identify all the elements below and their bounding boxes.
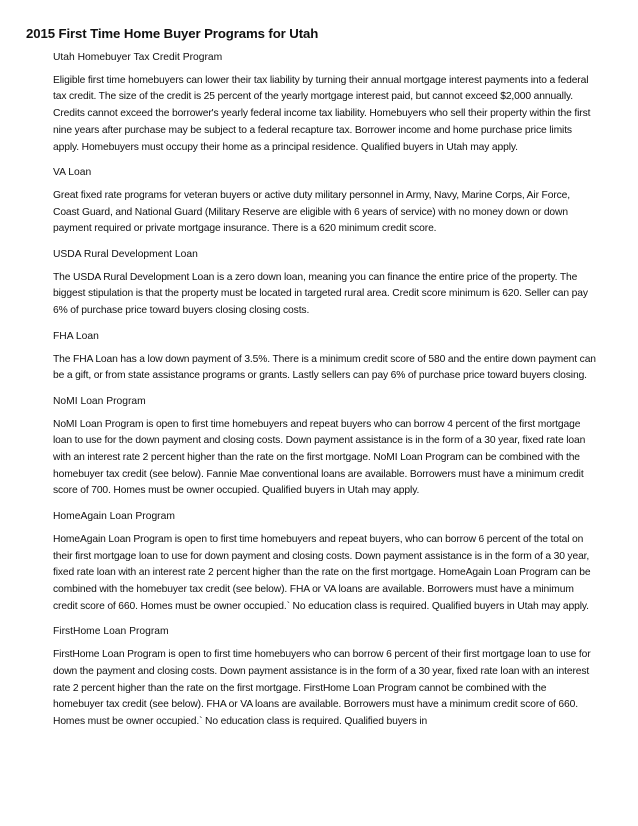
section-va-loan — [53, 165, 598, 238]
section-usda-loan — [53, 247, 598, 320]
section-homeagain-loan — [53, 509, 598, 615]
section-heading: VA Loan — [53, 167, 92, 179]
section-body: The USDA Rural Development Loan is a zero down loan, meaning you can finance the entire price of the property. The biggest stipulation is that the property must be located in targeted rural area. Credit score minimum is 620. Seller can pay 6% of purchase price toward buyers closing closing costs. — [53, 271, 588, 317]
section-body: HomeAgain Loan Program is open to first time homebuyers and repeat buyers, who can borrow 6 percent of the total on their first mortgage loan to use for down payment and closing costs. Down payment assistance is in the form of a 30 year, fixed rate loan with an interest rate 2 percent higher than the rate on the first mortgage. HomeAgain Loan Program can be combined with the homebuyer tax credit (see below). FHA or VA loans are available. Borrowers must have a minimum credit score of 660. Homes must be owner occupied.` No education class is required. Qualified buyers in Utah may apply. — [53, 533, 591, 612]
program-sections — [53, 50, 598, 740]
section-fha-loan — [53, 329, 598, 385]
section-utah-tax-credit — [53, 50, 598, 156]
section-body: NoMI Loan Program is open to first time homebuyers and repeat buyers who can borrow 4 percent of the first mortgage loan to use for the down payment and closing costs. Down payment assistance is in the form of a 30 year, fixed rate loan with an interest rate 2 percent higher than the rate on the first mortgage. NoMI Loan Program can be combined with the homebuyer tax credit (see below). Fannie Mae conventional loans are available. Borrowers must have a minimum credit score of 700. Homes must be owner occupied. Qualified buyers in Utah may apply. — [53, 418, 586, 497]
section-heading: FHA Loan — [53, 330, 99, 342]
section-body: Eligible first time homebuyers can lower their tax liability by turning their annual mortgage interest payments into a federal tax credit. The size of the credit is 25 percent of the yearly mortgage interest paid, but cannot exceed $2,000 annually. Credits cannot exceed the borrower's yearly federal income tax liability. Homebuyers who sell their property within the first nine years after purchase may be subject to a federal recapture tax. Borrower income and home purchase price limits apply. Homebuyers must occupy their home as a principal residence. Qualified buyers in Utah may apply. — [53, 74, 591, 153]
section-firsthome-loan — [53, 624, 598, 730]
section-body: The FHA Loan has a low down payment of 3.5%. There is a minimum credit score of 580 and the entire down payment can be a gift, or from state assistance programs or grants. Lastly sellers can pay 6% of purchase price toward buyers closing. — [53, 353, 596, 382]
section-heading: Utah Homebuyer Tax Credit Program — [53, 52, 223, 63]
section-heading: HomeAgain Loan Program — [53, 511, 175, 523]
section-heading: NoMI Loan Program — [53, 395, 146, 407]
document-title: 2015 First Time Home Buyer Programs for Utah — [26, 26, 319, 41]
section-body: FirstHome Loan Program is open to first time homebuyers who can borrow 6 percent of their first mortgage loan to use for down the payment and closing costs. Down payment assistance is in the form of a 30 year, fixed rate loan with an interest rate 2 percent higher than the rate on the first mortgage. FirstHome Loan Program cannot be combined with the homebuyer tax credit (see below). FHA or VA loans are available. Borrowers must have a minimum credit score of 660. Homes must be owner occupied.` No education class is required. Qualified buyers in — [53, 649, 591, 727]
section-nomi-loan — [53, 394, 598, 500]
section-body: Great fixed rate programs for veteran buyers or active duty military personnel in Army, Navy, Marine Corps, Air Force, Coast Guard, and National Guard (Military Reserve are eligible with 6 years of service) with no money down or down payment required or private mortgage insurance. There is a 620 minimum credit score. — [53, 189, 571, 235]
section-heading: USDA Rural Development Loan — [53, 249, 198, 261]
section-heading: FirstHome Loan Program — [53, 626, 169, 638]
